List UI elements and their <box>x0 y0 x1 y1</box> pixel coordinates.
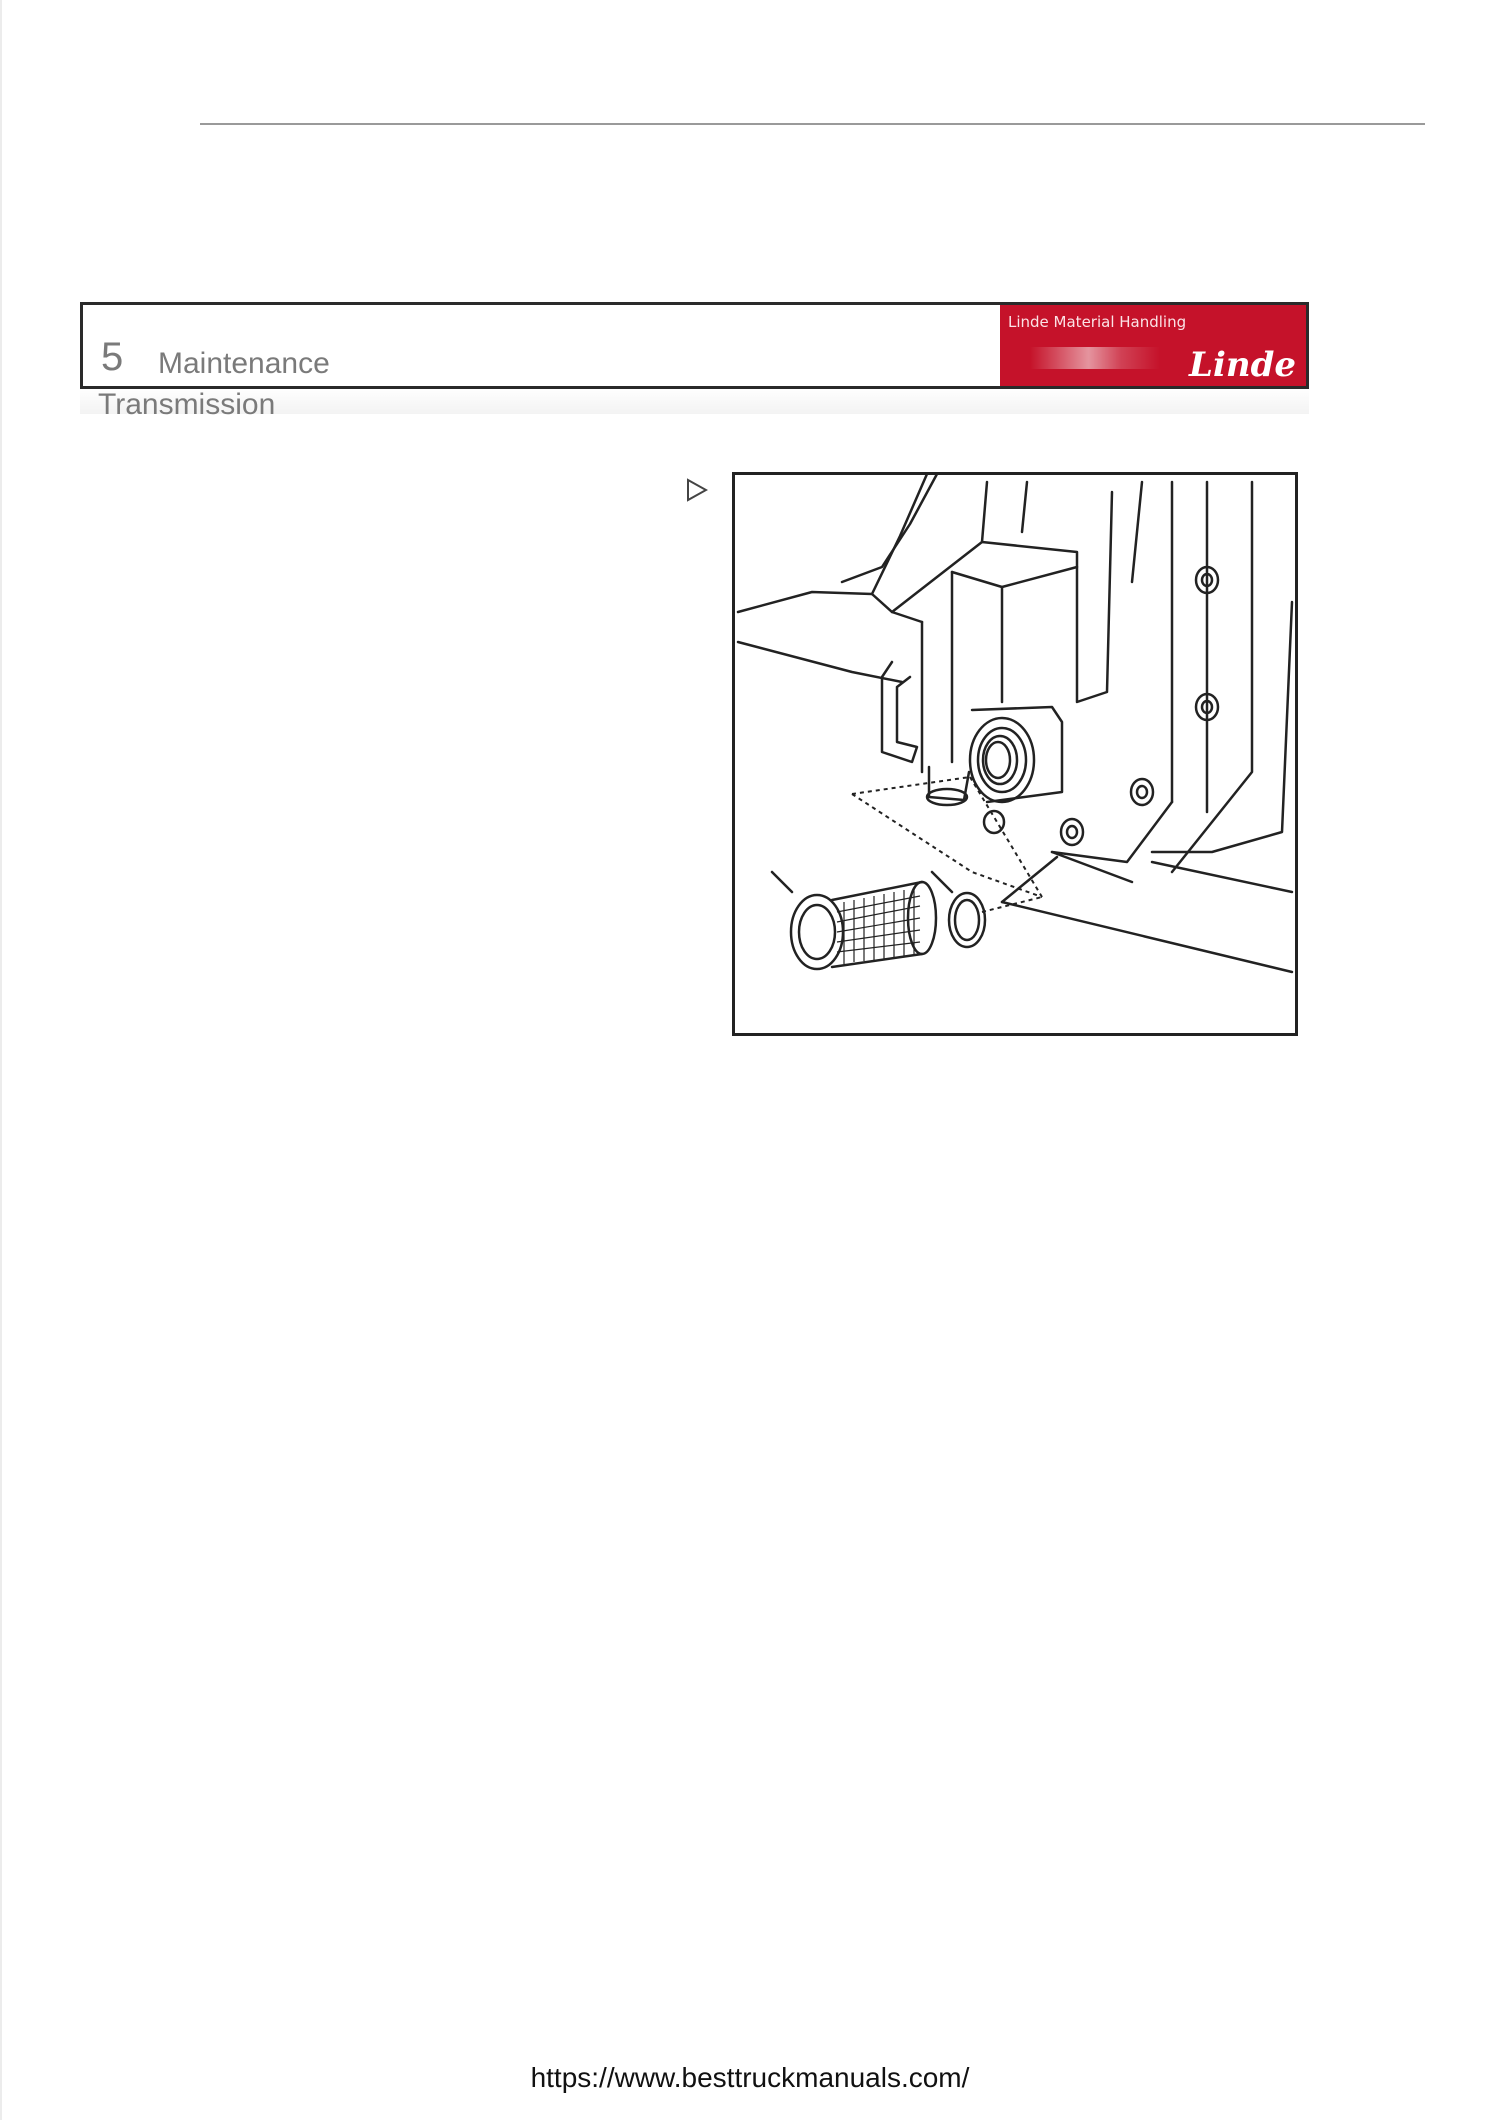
brand-gradient-band <box>1030 347 1160 369</box>
chapter-header <box>80 302 1309 389</box>
brand-logo: Linde <box>1189 345 1296 385</box>
chapter-title: Maintenance <box>158 347 330 380</box>
triangle-pointer-icon <box>686 478 708 502</box>
chapter-number: 5 <box>101 335 124 379</box>
page-edge <box>0 0 2 2120</box>
section-title: Transmission <box>98 388 276 421</box>
top-divider <box>200 123 1425 125</box>
footer-url[interactable]: https://www.besttruckmanuals.com/ <box>530 2062 970 2093</box>
brand-tagline: Linde Material Handling <box>1008 313 1187 331</box>
brand-logo-block <box>1000 305 1306 386</box>
transmission-filter-illustration <box>732 472 1298 1036</box>
